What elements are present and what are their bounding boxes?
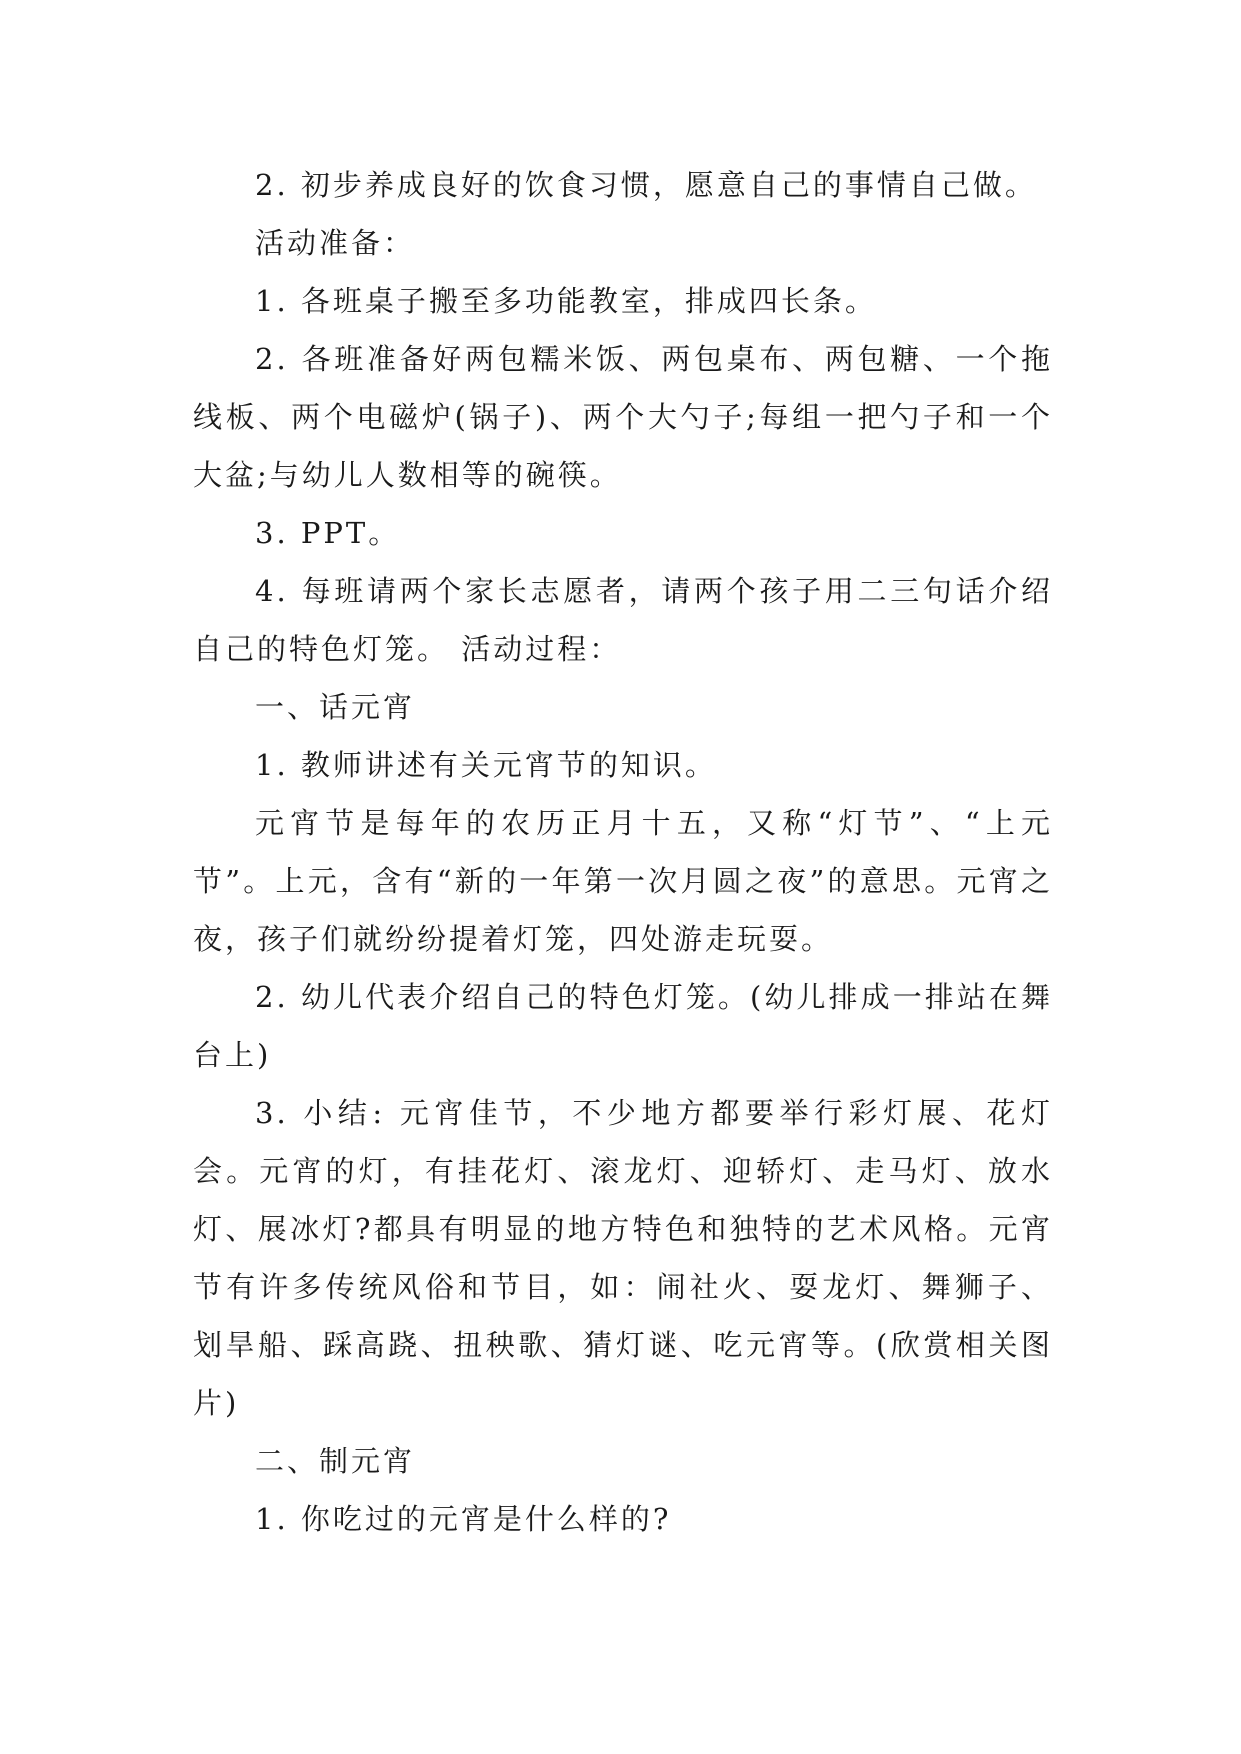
lantern-festival-description: 元宵节是每年的农历正月十五，又称“灯节”、“上元节”。上元，含有“新的一年第一次月圆之夜”的意思。元宵之夜，孩子们就纷纷提着灯笼，四处游走玩耍。 — [193, 806, 1053, 956]
document-body — [193, 156, 1053, 1548]
section-heading-preparation: 活动准备： — [255, 226, 416, 260]
section-heading-part-2: 二、制元宵 — [255, 1444, 416, 1478]
process-item-3-summary: 3. 小结: 元宵佳节，不少地方都要举行彩灯展、花灯会。元宵的灯，有挂花灯、滚龙灯、迎轿灯、走马灯、放水灯、展冰灯?都具有明显的地方特色和独特的艺术风格。元宵节有许多传统风俗和节目，如：闹社火、耍龙灯、舞狮子、划旱船、踩高跷、扭秧歌、猜灯谜、吃元宵等。(欣赏相关图片) — [193, 1096, 1053, 1420]
preparation-item-3: 3. PPT。 — [255, 516, 401, 550]
question-item-1: 1. 你吃过的元宵是什么样的? — [255, 1502, 672, 1536]
section-heading-part-1: 一、话元宵 — [255, 690, 416, 724]
goal-item-2: 2. 初步养成良好的饮食习惯，愿意自己的事情自己做。 — [255, 168, 1037, 202]
process-item-1: 1. 教师讲述有关元宵节的知识。 — [255, 748, 717, 782]
preparation-item-4: 4. 每班请两个家长志愿者，请两个孩子用二三句话介绍自己的特色灯笼。 活动过程： — [193, 574, 1053, 666]
preparation-item-2: 2. 各班准备好两包糯米饭、两包桌布、两包糖、一个拖线板、两个电磁炉(锅子)、两个大勺子;每组一把勺子和一个大盆;与幼儿人数相等的碗筷。 — [193, 342, 1053, 492]
preparation-item-1: 1. 各班桌子搬至多功能教室，排成四长条。 — [255, 284, 877, 318]
process-item-2: 2. 幼儿代表介绍自己的特色灯笼。(幼儿排成一排站在舞台上) — [193, 980, 1053, 1072]
